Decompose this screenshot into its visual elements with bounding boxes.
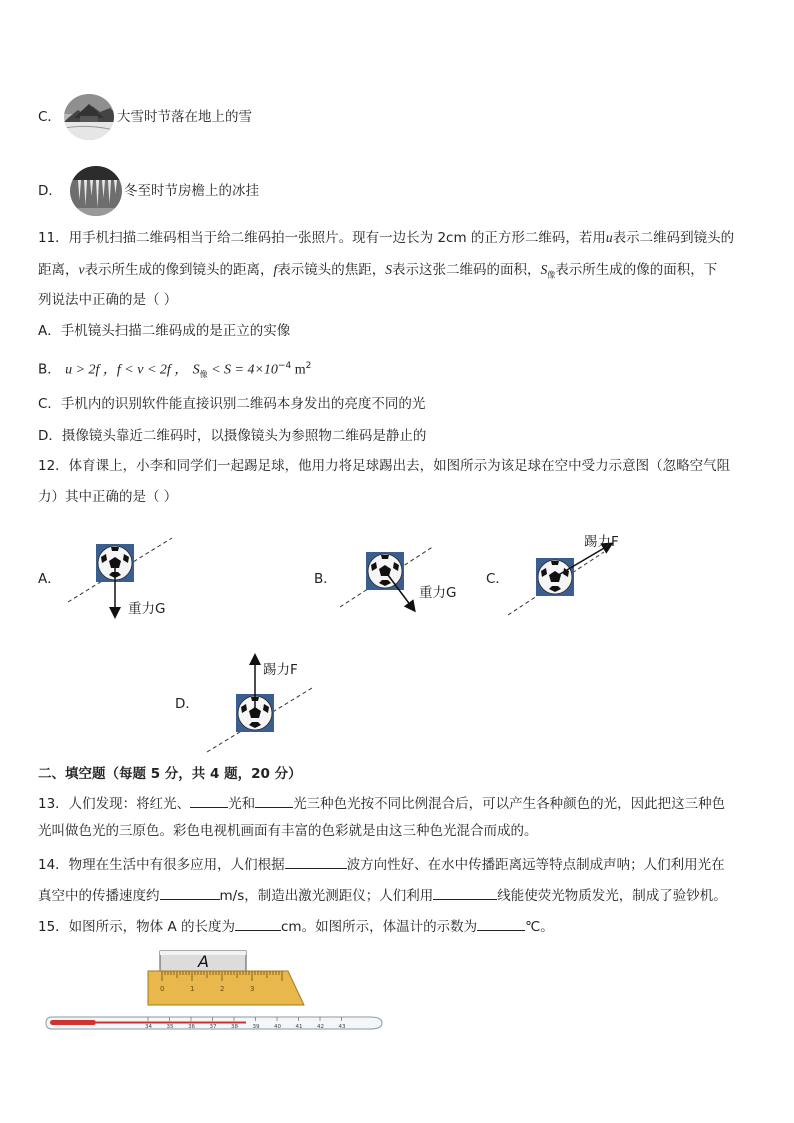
thermometer-tick-label: 41 xyxy=(295,1024,303,1030)
thermometer-tick-label: 39 xyxy=(252,1024,260,1030)
option-letter: C． xyxy=(38,109,61,125)
q14-line1: 14．物理在生活中有很多应用，人们根据 波方向性好、在水中传播距离远等特点制成声呐；人们利用光在 xyxy=(38,854,725,874)
q13-blank-2[interactable] xyxy=(255,793,293,808)
q15-figure xyxy=(40,945,390,1035)
q11-option-d[interactable]: D．摄像镜头靠近二维码时，以摄像镜头为参照物二维码是静止的 xyxy=(38,428,427,444)
q14-line2: 真空中的传播速度约 m/s，制造出激光测距仪；人们利用 线能使荧光物质发光，制成了验钞机。 xyxy=(38,885,727,905)
q12-c-force-label: 踢力F xyxy=(584,534,619,550)
q12-option-b-letter: B． xyxy=(314,571,337,587)
ruler-tick-label: 1 xyxy=(190,985,195,993)
q10-option-c[interactable] xyxy=(38,108,61,126)
q11-stem-line3: 列说法中正确的是（ ） xyxy=(38,292,178,308)
q11-stem-line1: 11．用手机扫描二维码相当于给二维码拍一张照片。现有一边长为 2cm 的正方形二维码，若用u表示二维码到镜头的 xyxy=(38,230,735,246)
q12-stem-line1: 12．体育课上，小李和同学们一起踢足球，他用力将足球踢出去，如图所示为该足球在空中受力示意图（忽略空气阻 xyxy=(38,458,731,474)
block-label: A xyxy=(198,952,209,971)
snow-photo-icon xyxy=(64,94,114,140)
thermometer-tick-label: 40 xyxy=(274,1024,281,1030)
q10-option-d[interactable] xyxy=(38,182,62,200)
thermometer xyxy=(46,1017,382,1030)
thermometer-tick-label: 36 xyxy=(188,1024,195,1030)
q10-option-c-text: 大雪时节落在地上的雪 xyxy=(117,109,252,125)
q12-a-force-label: 重力G xyxy=(128,601,166,617)
q14-blank-3[interactable] xyxy=(433,885,497,900)
ruler-tick-label: 0 xyxy=(160,985,165,993)
q14-blank-2[interactable] xyxy=(160,885,220,900)
q12-option-a-letter: A． xyxy=(38,571,61,587)
thermometer-tick-label: 43 xyxy=(338,1024,346,1030)
q14-blank-1[interactable] xyxy=(285,854,347,869)
q12-stem-line2: 力）其中正确的是（ ） xyxy=(38,489,178,505)
thermometer-tick-label: 35 xyxy=(166,1024,174,1030)
object-a-block xyxy=(160,951,246,971)
icicle-photo-icon xyxy=(70,166,122,216)
option-letter: D． xyxy=(38,183,62,199)
q15-line1: 15．如图所示，物体 A 的长度为 cm。如图所示，体温计的示数为 ℃。 xyxy=(38,916,554,936)
section-title: 二、填空题（每题 5 分，共 4 题，20 分） xyxy=(38,766,302,782)
q15-blank-1[interactable] xyxy=(235,916,281,931)
q12-diagrams xyxy=(0,520,794,760)
q12-d-force-label: 踢力F xyxy=(263,662,298,678)
q12-option-d-letter: D． xyxy=(175,696,199,712)
ruler xyxy=(148,971,304,1005)
thermometer-tick-label: 37 xyxy=(209,1024,217,1030)
q11-option-c[interactable]: C．手机内的识别软件能直接识别二维码本身发出的亮度不同的光 xyxy=(38,396,426,412)
q11-option-a[interactable]: A．手机镜头扫描二维码成的是正立的实像 xyxy=(38,323,291,339)
thermometer-tick-label: 42 xyxy=(317,1024,324,1030)
ruler-tick-label: 3 xyxy=(250,985,255,993)
q13-line1: 13．人们发现：将红光、 光和 光三种色光按不同比例混合后，可以产生各种颜色的光，因此把这三种色 xyxy=(38,793,725,813)
ruler-tick-label: 2 xyxy=(220,985,225,993)
q10-option-d-text: 冬至时节房檐上的冰挂 xyxy=(124,183,259,199)
thermometer-tick-label: 38 xyxy=(231,1024,238,1030)
q11-stem-line2: 距离，v表示所生成的像到镜头的距离，f表示镜头的焦距，S表示这张二维码的面积，$S_像$表示所生成的像的面积，下 xyxy=(38,262,718,280)
q12-option-c-letter: C． xyxy=(486,571,509,587)
q13-line2: 光叫做色光的三原色。彩色电视机画面有丰富的色彩就是由这三种色光混合而成的。 xyxy=(38,823,538,839)
q13-blank-1[interactable] xyxy=(190,793,228,808)
q15-blank-2[interactable] xyxy=(477,916,525,931)
q11-option-b[interactable]: B． u > 2f ，f < v < 2f ， $S_像 < S = 4\times 10^{-4}$ $m^2$ xyxy=(38,361,312,380)
thermometer-tick-label: 34 xyxy=(145,1024,152,1030)
q12-diagram-c[interactable] xyxy=(508,544,611,615)
q12-b-force-label: 重力G xyxy=(419,585,457,601)
